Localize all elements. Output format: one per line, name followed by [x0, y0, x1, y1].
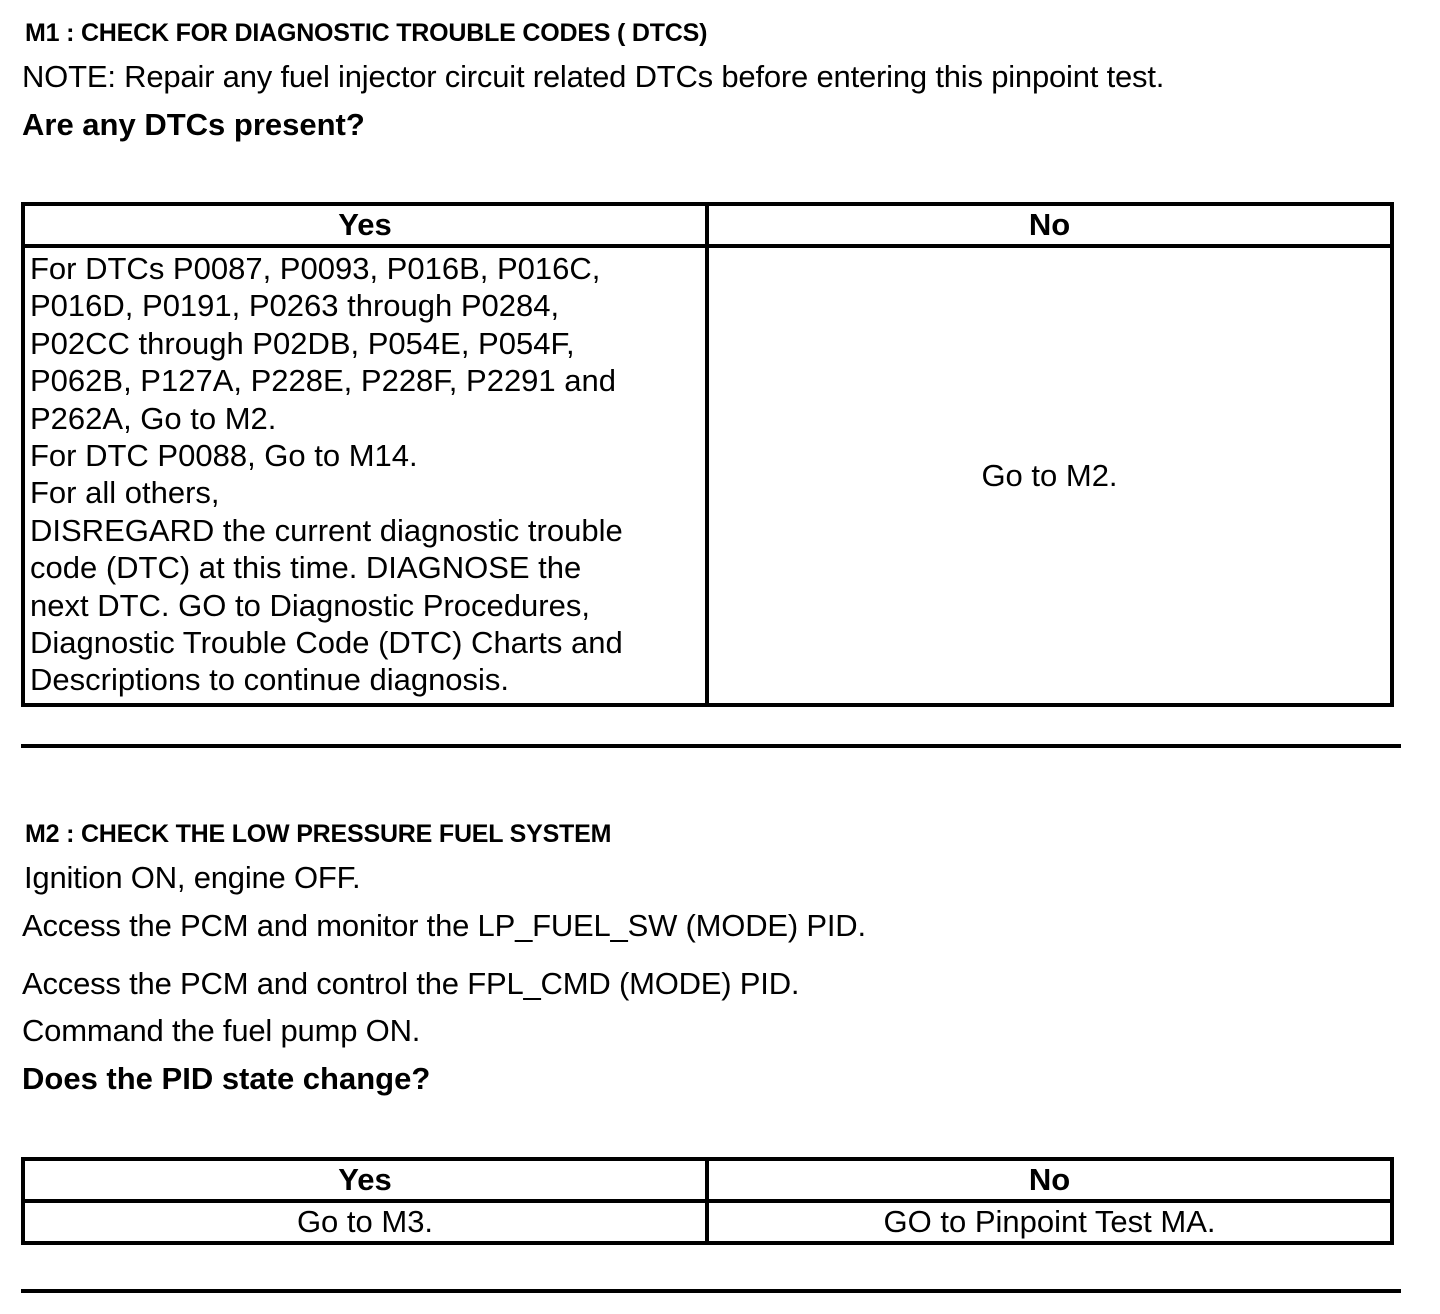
m1-yes-line: P02CC through P02DB, P054E, P054F, — [30, 325, 575, 361]
m1-yes-line: DISREGARD the current diagnostic trouble — [30, 512, 623, 548]
m1-title: M1 : CHECK FOR DIAGNOSTIC TROUBLE CODES ( DTCS) — [25, 19, 708, 47]
m2-no-cell: GO to Pinpoint Test MA. — [707, 1201, 1392, 1243]
m1-yes-line: P016D, P0191, P0263 through P0284, — [30, 288, 560, 324]
m2-table-body-row — [23, 1201, 1392, 1243]
m1-yes-line: For all others, — [30, 475, 220, 511]
m2-step: Command the fuel pump ON. — [22, 1013, 421, 1048]
m1-yes-line: next DTC. GO to Diagnostic Procedures, — [30, 587, 590, 623]
section-divider — [21, 1289, 1401, 1293]
m2-title: M2 : CHECK THE LOW PRESSURE FUEL SYSTEM — [25, 820, 612, 848]
m1-yes-line: code (DTC) at this time. DIAGNOSE the — [30, 550, 582, 586]
m2-yes-header: Yes — [23, 1159, 707, 1201]
m2-step: Access the PCM and control the FPL_CMD (MODE) PID. — [22, 966, 800, 1001]
m1-yes-line: Diagnostic Trouble Code (DTC) Charts and — [30, 625, 623, 661]
m1-yes-line: P262A, Go to M2. — [30, 400, 277, 436]
m1-table-header-row — [23, 204, 1392, 246]
m1-no-cell: Go to M2. — [707, 246, 1392, 705]
m2-table-header-row — [23, 1159, 1392, 1201]
m1-yes-line: For DTC P0088, Go to M14. — [30, 438, 418, 474]
m1-yes-line: P062B, P127A, P228E, P228F, P2291 and — [30, 363, 617, 399]
m1-yes-header: Yes — [23, 204, 707, 246]
m2-yes-cell: Go to M3. — [23, 1201, 707, 1243]
m2-question: Does the PID state change? — [22, 1061, 431, 1096]
m2-yes-no-table — [21, 1157, 1394, 1245]
m2-step: Access the PCM and monitor the LP_FUEL_SW (MODE) PID. — [22, 908, 866, 943]
m1-yes-line: Descriptions to continue diagnosis. — [30, 662, 510, 698]
m1-yes-line: For DTCs P0087, P0093, P016B, P016C, — [30, 251, 601, 286]
m2-step: Ignition ON, engine OFF. — [24, 860, 361, 895]
m1-no-header: No — [707, 204, 1392, 246]
m1-table-body-row — [23, 246, 1392, 705]
section-divider — [21, 744, 1401, 748]
m2-no-header: No — [707, 1159, 1392, 1201]
m1-question: Are any DTCs present? — [22, 107, 365, 142]
m1-yes-no-table — [21, 202, 1394, 707]
m1-note: NOTE: Repair any fuel injector circuit related DTCs before entering this pinpoint test. — [22, 59, 1165, 94]
m1-yes-cell — [23, 246, 707, 705]
